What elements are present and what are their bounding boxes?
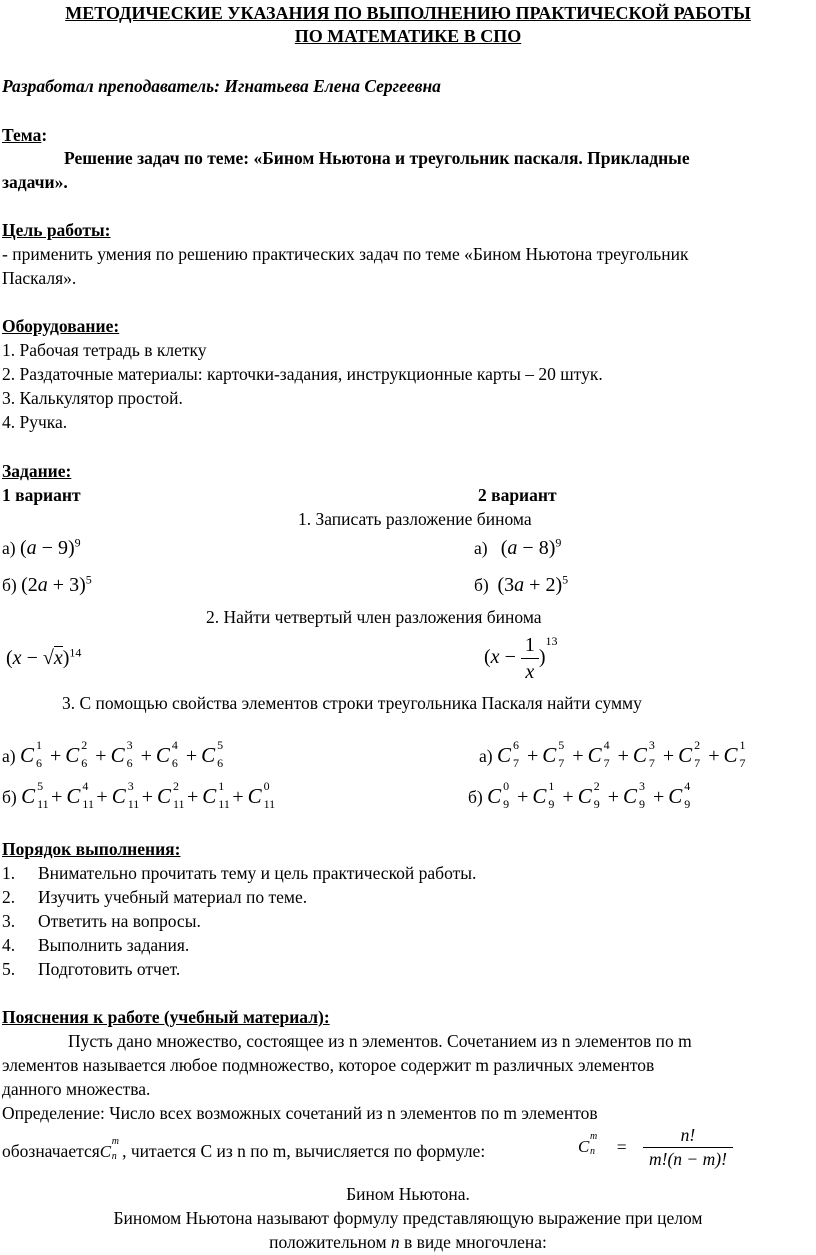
explanation-heading: Пояснения к работе (учебный материал): bbox=[2, 1007, 330, 1027]
question-3: 3. С помощью свойства элементов строки треугольника Паскаля найти сумму bbox=[62, 693, 642, 713]
q2-v1-expression: $(x - √x)^{14}$ bbox=[6, 645, 82, 669]
equipment-item: 3. Калькулятор простой. bbox=[2, 388, 183, 408]
q1-v2-b: б) $(3a + 2)^5$ bbox=[474, 572, 569, 596]
q3-v2-a: а) C 6 7 + C 5 7 + C 4 7 + C 3 7 + C 2 7 + C 1 7 bbox=[479, 742, 751, 769]
equipment-heading: Оборудование: bbox=[2, 316, 120, 336]
binomial-coefficient: C 0 9 bbox=[487, 779, 510, 811]
binomial-coefficient: C 4 7 bbox=[587, 738, 610, 770]
topic-line1: Решение задач по теме: «Бином Ньютона и треугольник паскаля. Прикладные bbox=[64, 148, 690, 168]
procedure-item: 5. Подготовить отчет. bbox=[2, 959, 181, 979]
equipment-item: 4. Ручка. bbox=[2, 412, 68, 432]
question-2: 2. Найти четвертый член разложения бинома bbox=[206, 607, 542, 627]
binomial-coefficient: C 1 6 bbox=[19, 738, 42, 770]
binomial-coefficient: C 3 11 bbox=[111, 779, 140, 811]
binomial-coefficient: C 2 7 bbox=[678, 738, 701, 770]
q1-v1-a: а) $(a - 9)^9$ bbox=[2, 535, 81, 559]
author-line: Разработал преподаватель: Игнатьева Елена Сергеевна bbox=[2, 76, 441, 96]
definition-line1: Определение: Число всех возможных сочетаний из n элементов по m элементов bbox=[2, 1103, 598, 1123]
plus-sign: + bbox=[653, 786, 665, 808]
procedure-item: 3. Ответить на вопросы. bbox=[2, 911, 201, 931]
q2-v2-expression: (x − $\frac{1}{x}$ )$^{13}$ bbox=[484, 634, 558, 683]
explanation-p2-line2: положительном n в виде многочлена: bbox=[269, 1232, 547, 1252]
binomial-coefficient: C 5 11 bbox=[21, 779, 49, 811]
binomial-coefficient: C 4 6 bbox=[155, 738, 178, 770]
plus-sign: + bbox=[187, 786, 199, 808]
binomial-coefficient: C 5 6 bbox=[201, 738, 224, 770]
binomial-coefficient: C 3 6 bbox=[110, 738, 133, 770]
binomial-coefficient: C 6 7 bbox=[496, 738, 519, 770]
procedure-heading: Порядок выполнения: bbox=[2, 839, 181, 859]
plus-sign: + bbox=[232, 786, 244, 808]
q3-v2-b: б) C 0 9 + C 1 9 + C 2 9 + C 3 9 + C 4 9 bbox=[468, 783, 696, 810]
plus-sign: + bbox=[95, 745, 107, 767]
plus-sign: + bbox=[140, 745, 152, 767]
plus-sign: + bbox=[141, 786, 153, 808]
explanation-p1-line2: элементов называется любое подмножество, которое содержит m различных элементов bbox=[2, 1055, 655, 1075]
q1-v1-b: б) $(2a + 3)^5$ bbox=[2, 572, 92, 596]
procedure-item: 1. Внимательно прочитать тему и цель практической работы. bbox=[2, 863, 477, 883]
variant2-label: 2 вариант bbox=[478, 485, 557, 505]
procedure-item: 4. Выполнить задания. bbox=[2, 935, 190, 955]
combination-symbol: C m n bbox=[99, 1136, 119, 1162]
explanation-p1-line1: Пусть дано множество, состоящее из n элементов. Сочетанием из n элементов по m bbox=[68, 1031, 692, 1051]
newton-binomial-subheading: Бином Ньютона. bbox=[346, 1184, 470, 1204]
combination-formula: C m n = $\frac{n!}{m!(n - m)!}$ bbox=[578, 1124, 733, 1171]
plus-sign: + bbox=[185, 745, 198, 767]
procedure-item: 2. Изучить учебный материал по теме. bbox=[2, 887, 308, 907]
explanation-p1-line3: данного множества. bbox=[2, 1079, 151, 1099]
topic-heading: Тема: bbox=[2, 125, 48, 145]
plus-sign: + bbox=[662, 745, 675, 767]
binomial-coefficient: C 1 9 bbox=[532, 779, 555, 811]
explanation-p2-line1: Биномом Ньютона называют формулу представляющую выражение при целом bbox=[113, 1208, 703, 1228]
definition-line2: обозначаетсяC m n , читается С из n по m, вычисляется по формуле: bbox=[2, 1136, 486, 1162]
variant1-label: 1 вариант bbox=[2, 485, 81, 505]
q1-v2-a: а) $(a - 8)^9$ bbox=[474, 535, 562, 559]
topic-line2: задачи». bbox=[2, 172, 68, 192]
goal-line2: Паскаля». bbox=[2, 268, 77, 288]
task-heading: Задание: bbox=[2, 461, 72, 481]
plus-sign: + bbox=[50, 745, 62, 767]
equipment-item: 1. Рабочая тетрадь в клетку bbox=[2, 340, 207, 360]
doc-title-line1: МЕТОДИЧЕСКИЕ УКАЗАНИЯ ПО ВЫПОЛНЕНИЮ ПРАКТИЧЕСКОЙ РАБОТЫ bbox=[65, 3, 751, 23]
equipment-item: 2. Раздаточные материалы: карточки-задания, инструкционные карты – 20 штук. bbox=[2, 364, 603, 384]
plus-sign: + bbox=[517, 786, 529, 808]
binomial-coefficient: C 0 11 bbox=[247, 779, 276, 811]
binomial-coefficient: C 1 11 bbox=[202, 779, 230, 811]
binomial-coefficient: C 5 7 bbox=[542, 738, 565, 770]
binomial-coefficient: C 2 9 bbox=[577, 779, 600, 811]
plus-sign: + bbox=[607, 786, 619, 808]
binomial-coefficient: C 2 11 bbox=[157, 779, 185, 811]
plus-sign: + bbox=[51, 786, 63, 808]
plus-sign: + bbox=[572, 745, 584, 767]
binomial-coefficient: C 4 9 bbox=[668, 779, 691, 811]
binomial-coefficient: C 3 9 bbox=[623, 779, 645, 811]
binomial-coefficient: C 1 7 bbox=[723, 738, 746, 770]
binomial-coefficient: C 2 6 bbox=[65, 738, 88, 770]
question-1: 1. Записать разложение бинома bbox=[298, 509, 532, 529]
binomial-coefficient: C 3 7 bbox=[632, 738, 655, 770]
plus-sign: + bbox=[527, 745, 539, 767]
goal-line1: - применить умения по решению практических задач по теме «Бином Ньютона треугольник bbox=[2, 244, 689, 264]
q3-v1-b: б) C 5 11 + C 4 11 + C 3 11 + C 2 11 + C 1 11 + C 0 11 bbox=[2, 779, 276, 811]
binomial-coefficient: C 4 11 bbox=[66, 779, 94, 811]
doc-title-line2: ПО МАТЕМАТИКЕ В СПО bbox=[294, 26, 522, 46]
plus-sign: + bbox=[562, 786, 574, 808]
plus-sign: + bbox=[96, 786, 108, 808]
q3-v1-a: а) C 1 6 + C 2 6 + C 3 6 + C 4 6 + C 5 6 bbox=[2, 742, 229, 769]
plus-sign: + bbox=[708, 745, 720, 767]
goal-heading: Цель работы: bbox=[2, 220, 111, 240]
plus-sign: + bbox=[617, 745, 629, 767]
